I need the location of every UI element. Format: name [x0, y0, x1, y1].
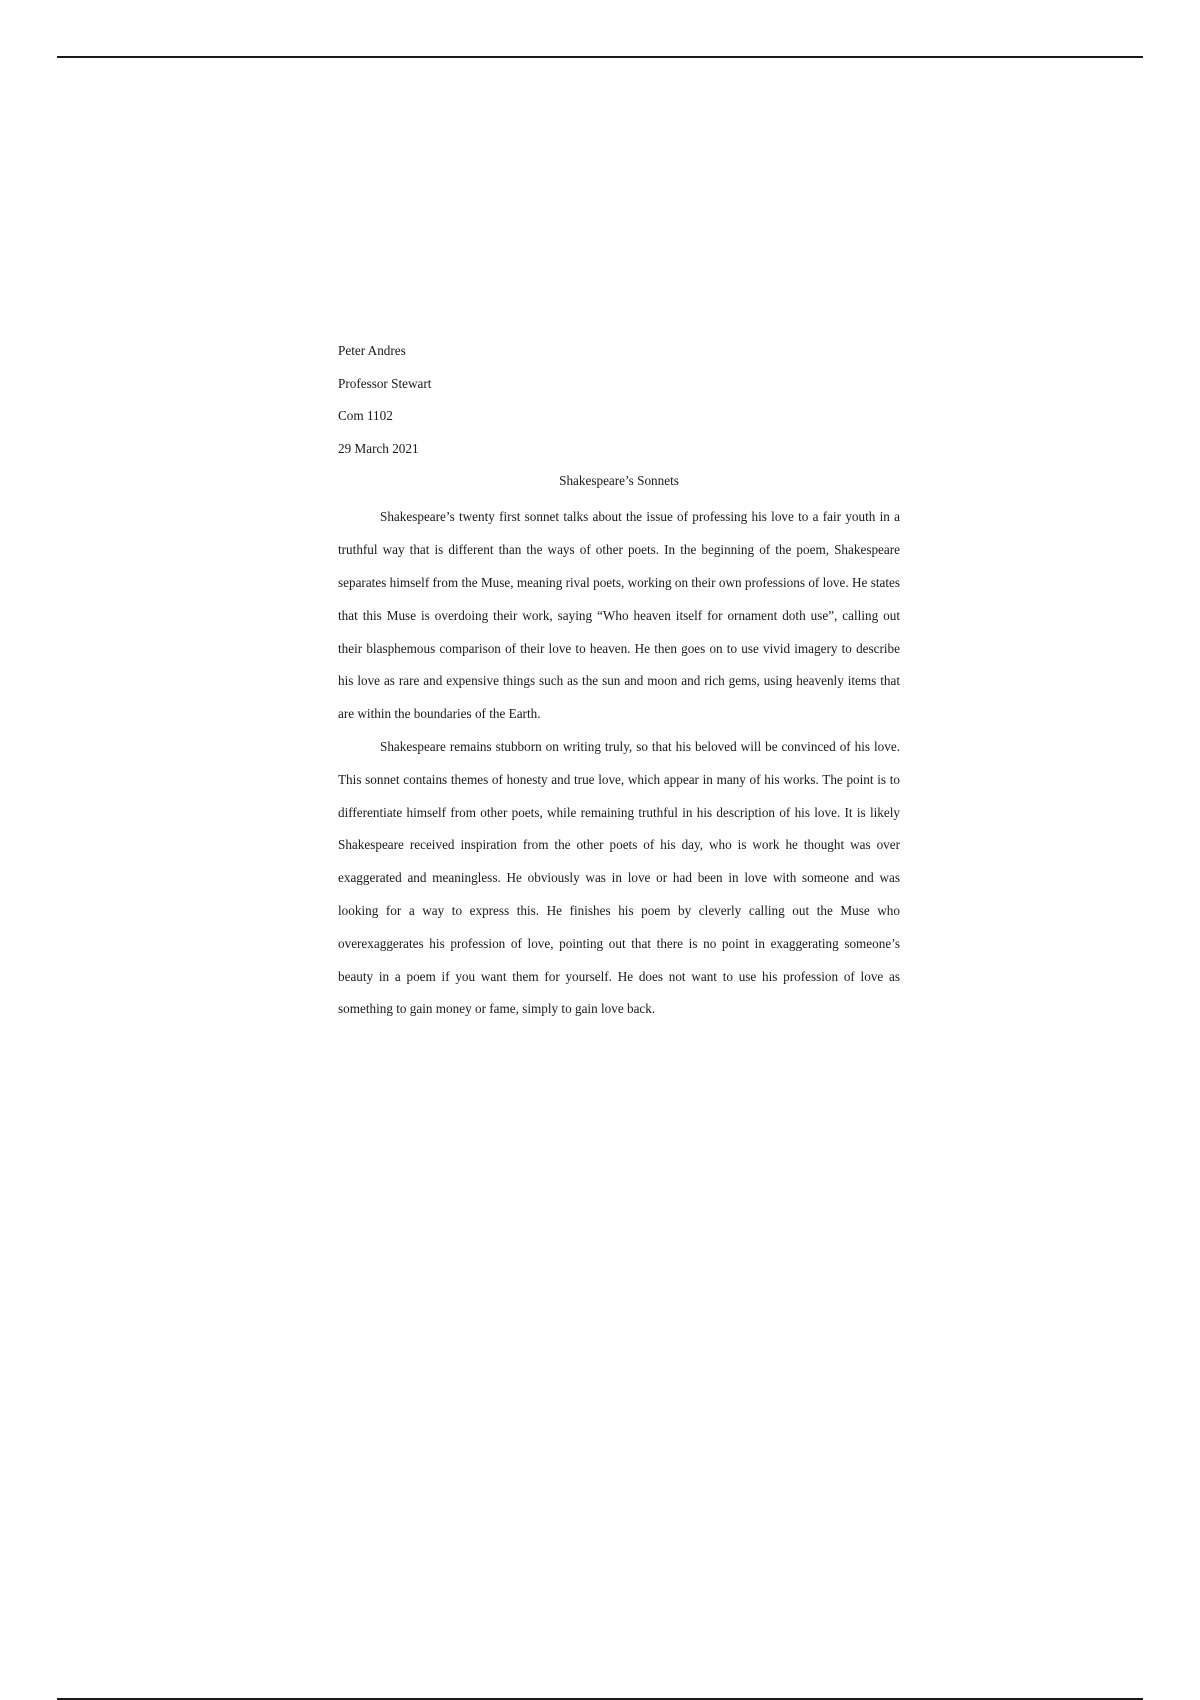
paragraph-2: Shakespeare remains stubborn on writing truly, so that his beloved will be convinced of his love. This sonnet contains themes of honesty and true love, which appear in many of his works. The point is to differentiate himself from other poets, while remaining truthful in his description of his love. It is likely Shakespeare received inspiration from the other poets of his day, who is work he thought was over exaggerated and meaningless. He obviously was in love or had been in love with someone and was looking for a way to express this. He finishes his poem by cleverly calling out the Muse who overexaggerates his profession of love, pointing out that there is no point in exaggerating someone’s beauty in a poem if you want them for yourself. He does not want to use his profession of love as something to gain money or fame, simply to gain love back. [338, 738, 900, 1017]
course-name: Com 1102 [338, 408, 393, 424]
document-body [338, 338, 900, 1026]
paragraph-1: Shakespeare’s twenty first sonnet talks about the issue of professing his love to a fair youth in a truthful way that is different than the ways of other poets. In the beginning of the poem, Shakespeare separates himself from the Muse, meaning rival poets, working on their own professions of love. He states that this Muse is overdoing their work, saying “Who heaven itself for ornament doth use”, calling out their blasphemous comparison of their love to heaven. He then goes on to use vivid imagery to describe his love as rare and expensive things such as the sun and moon and rich gems, using heavenly items that are within the boundaries of the Earth. [338, 509, 900, 722]
document-date: 29 March 2021 [338, 440, 419, 456]
top-divider [57, 56, 1143, 58]
document-title: Shakespeare’s Sonnets [559, 473, 679, 489]
author-name: Peter Andres [338, 343, 406, 358]
instructor-name: Professor Stewart [338, 375, 432, 391]
